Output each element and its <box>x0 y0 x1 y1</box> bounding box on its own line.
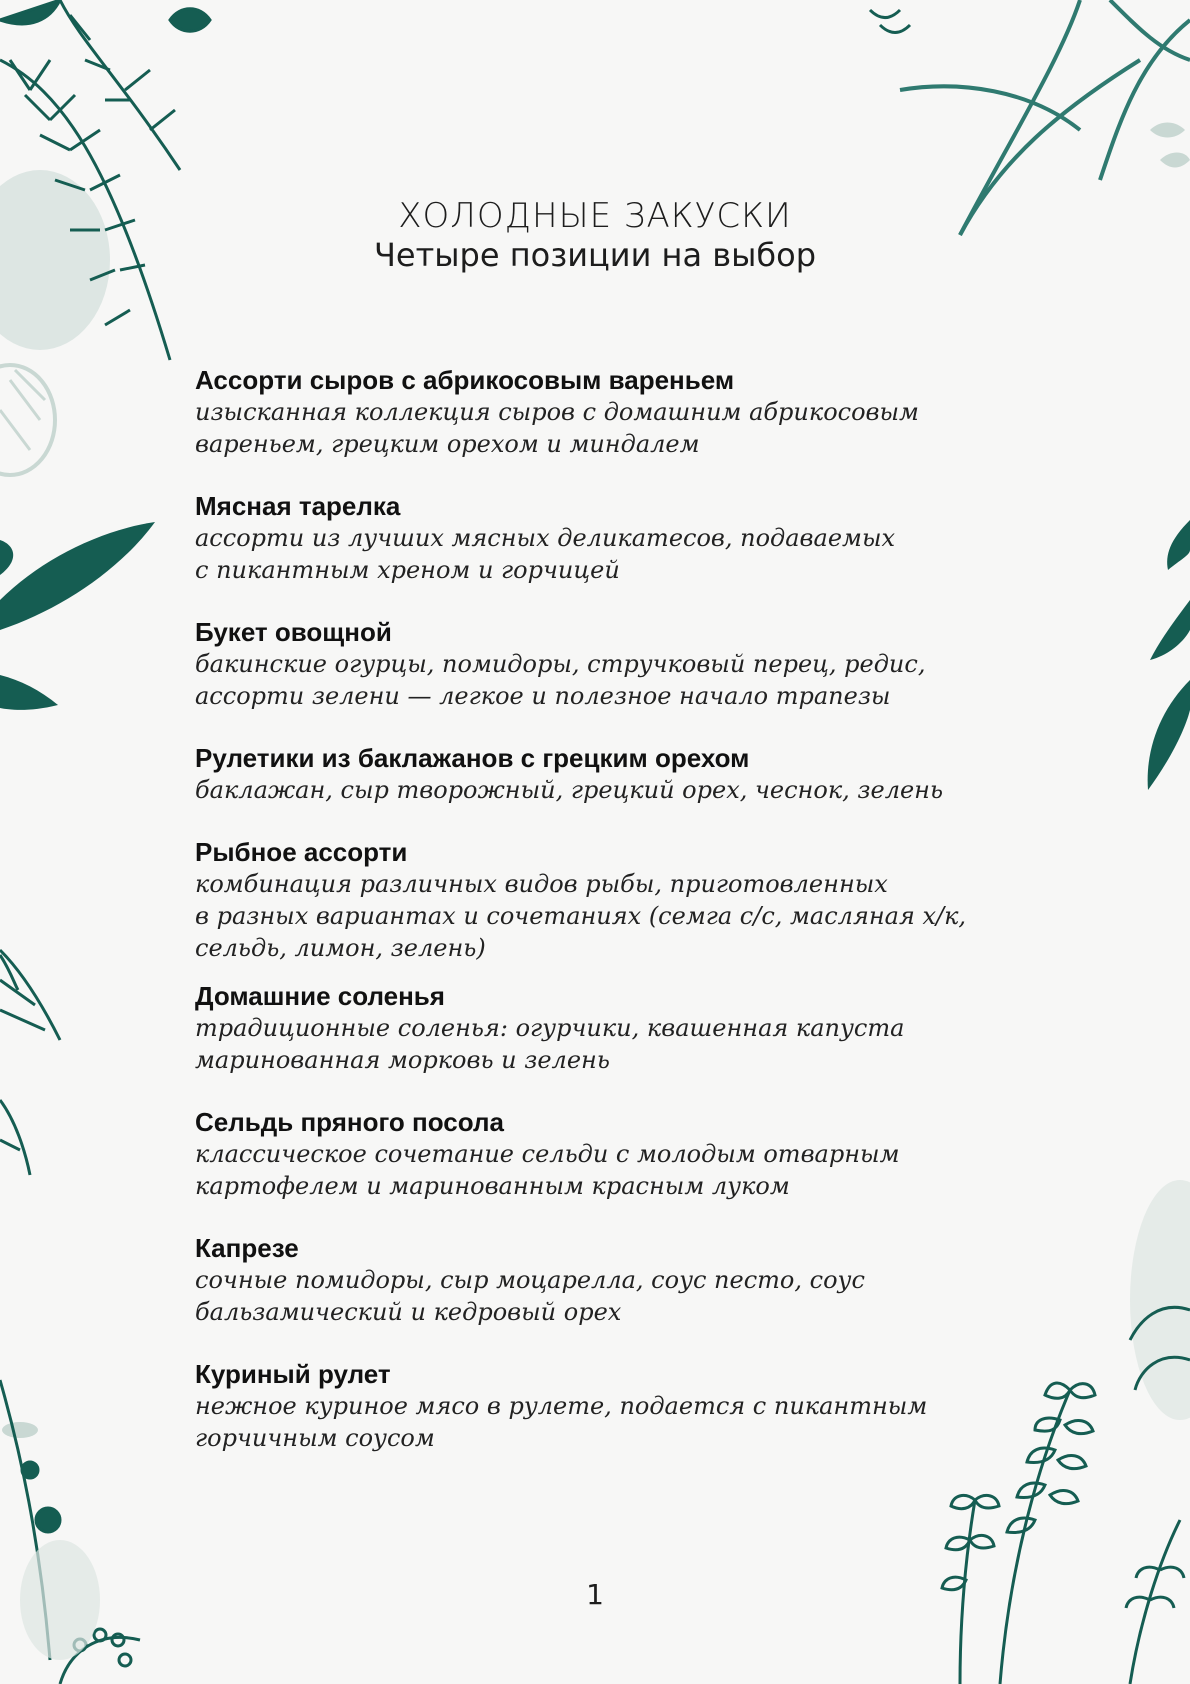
page-number: 1 <box>586 1578 604 1611</box>
menu-item <box>195 616 1015 712</box>
menu-item-name: Куриный рулет <box>195 1359 391 1389</box>
menu-item-description: классическое сочетание сельди с молодым отварным картофелем и маринованным красным луком <box>195 1140 900 1200</box>
menu-item <box>195 1106 1015 1202</box>
menu-item <box>195 836 1015 964</box>
menu-item <box>195 1232 1015 1328</box>
menu-item-name: Сельдь пряного посола <box>195 1107 504 1137</box>
menu-list <box>195 364 1015 1454</box>
menu-item-name: Ассорти сыров с абрикосовым вареньем <box>195 365 735 395</box>
menu-item-description: нежное куриное мясо в рулете, подается с пикантным горчичным соусом <box>195 1392 928 1452</box>
menu-item-name: Рыбное ассорти <box>195 837 408 867</box>
menu-item <box>195 490 1015 586</box>
menu-item <box>195 1358 1015 1454</box>
menu-item-description: баклажан, сыр творожный, грецкий орех, чеснок, зелень <box>195 776 944 804</box>
menu-item-name: Домашние соленья <box>195 981 445 1011</box>
menu-item-description: сочные помидоры, сыр моцарелла, соус песто, соус бальзамический и кедровый орех <box>195 1266 865 1326</box>
menu-item-name: Букет овощной <box>195 617 392 647</box>
menu-item-description: изысканная коллекция сыров с домашним абрикосовым вареньем, грецким орехом и миндалем <box>195 398 919 458</box>
menu-item <box>195 364 1015 460</box>
menu-item-description: традиционные соленья: огурчики, квашенная капуста маринованная морковь и зелень <box>195 1014 905 1074</box>
leaf-outline-left-icon <box>0 950 60 1175</box>
page-subtitle: Четыре позиции на выбор <box>373 236 816 274</box>
menu-item <box>195 742 1015 806</box>
menu-item-description: комбинация различных видов рыбы, приготовленных в разных вариантах и сочетаниях (семга с/с, масляная х/к, сельдь, лимон, зелень) <box>195 870 967 962</box>
page-title: ХОЛОДНЫЕ ЗАКУСКИ <box>398 196 792 236</box>
menu-item-description: бакинские огурцы, помидоры, стручковый перец, редис, ассорти зелени — легкое и полезное начало трапезы <box>195 650 926 710</box>
leaf-left-middle-icon <box>0 522 155 710</box>
menu-item-name: Мясная тарелка <box>195 491 401 521</box>
menu-item-name: Рулетики из баклажанов с грецким орехом <box>195 743 750 773</box>
menu-item <box>195 980 1015 1076</box>
sprig-bottom-left-icon <box>0 1380 140 1684</box>
menu-item-description: ассорти из лучших мясных деликатесов, подаваемых с пикантным хреном и горчицей <box>195 524 896 584</box>
menu-item-name: Капрезе <box>195 1233 299 1263</box>
leaf-right-middle-icon <box>1148 520 1190 790</box>
menu-header <box>0 196 1190 274</box>
